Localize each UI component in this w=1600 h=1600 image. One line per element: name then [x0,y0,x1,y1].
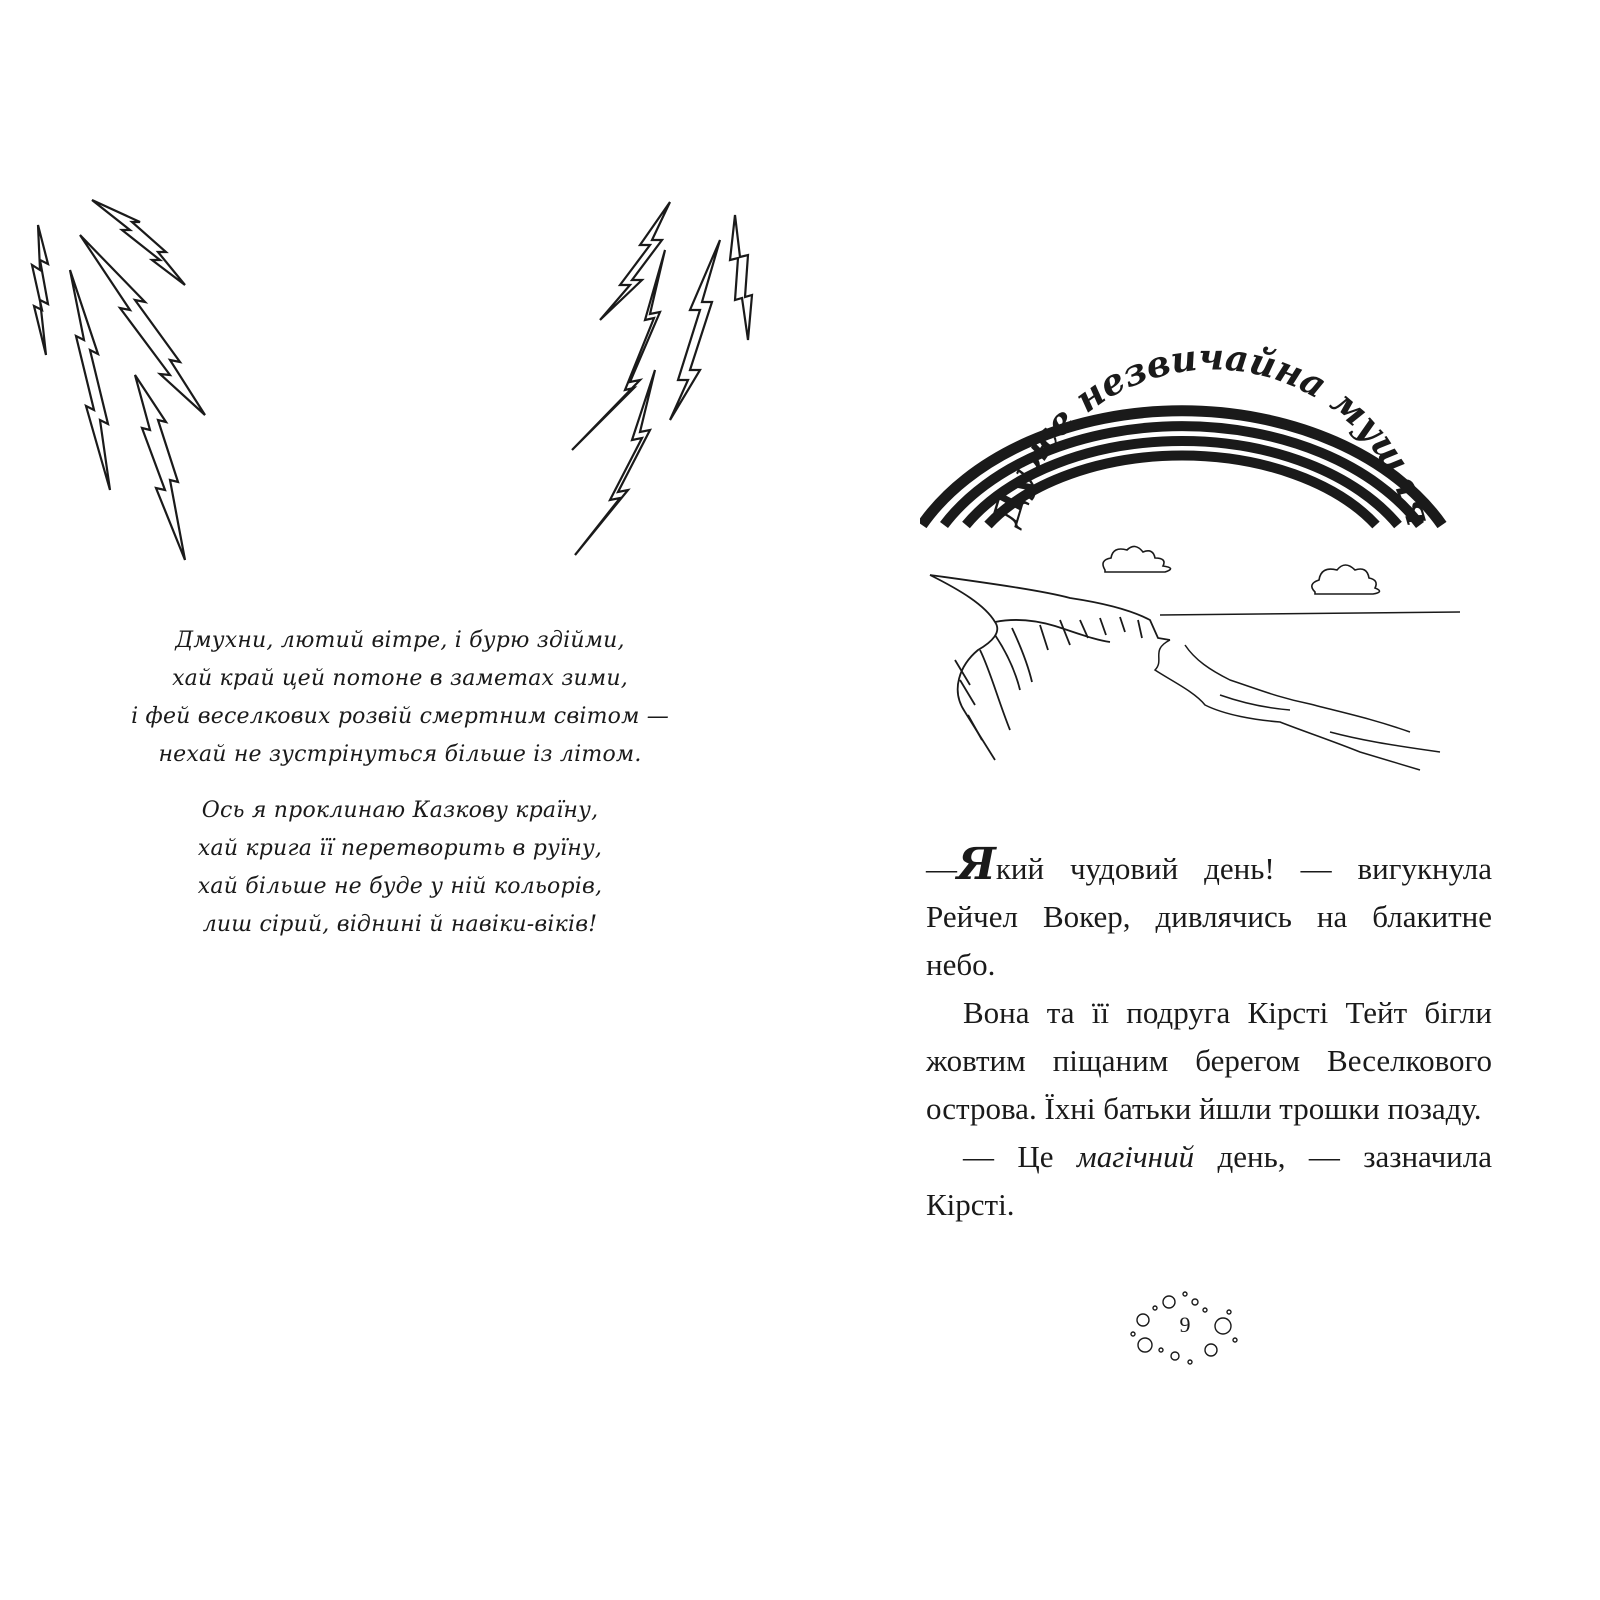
shoreline-waves [1155,640,1440,770]
poem-line: Ось я проклинаю Казкову країну, [201,798,599,823]
horizon-line [1160,612,1460,615]
lightning-bolts-left-icon [20,190,220,580]
rainbow-beach-illustration [920,320,1500,800]
poem-line: лиш сірий, віднині й навіки-віків! [202,912,598,937]
em-dash: — [926,851,957,886]
page-number: 9 [1179,1312,1191,1337]
drop-cap: Я [957,839,996,890]
cloud-icon [1103,546,1171,572]
lightning-bolts-right-icon [570,200,780,580]
paragraph-text: — Це [963,1139,1077,1174]
poem-line: нехай не зустрінуться більше із літом. [158,742,642,767]
poem-stanza-2 [90,792,710,944]
paragraph-text: день, — зазначила Кірсті. [926,1139,1492,1222]
cliff-illustration [930,575,1170,760]
poem-line: хай край цей потоне в заметах зими, [172,666,628,691]
poem-line: хай крига її перетворить в руїну, [197,836,603,861]
poem [90,622,710,944]
lightning-bolt-icon [730,215,752,340]
cloud-icon [1312,565,1380,594]
lightning-bolt-icon [32,225,48,355]
right-page [800,0,1600,1600]
lightning-bolt-icon [575,370,655,555]
page-number-ornament [1125,1290,1245,1370]
story-text [926,839,1492,1229]
chapter-title: Дуже незвичайна мушля [984,336,1441,531]
story-paragraph [926,1133,1492,1229]
emphasized-word: магічний [1076,1139,1195,1174]
lightning-bolt-icon [70,270,110,490]
lightning-bolt-icon [670,240,720,420]
poem-line: хай більше не буде у ній кольорів, [197,874,603,899]
story-paragraph [926,989,1492,1133]
paragraph-text: Вона та її подруга Кірсті Тейт бігли жовтим піщаним берегом Веселкового острова. Їхні батьки йшли трошки позаду. [926,995,1492,1126]
lightning-bolt-icon [600,202,670,320]
lightning-bolt-icon [572,250,665,450]
lightning-bolt-icon [135,375,185,560]
poem-line: Дмухни, лютий вітре, і бурю здійми, [175,628,625,653]
story-paragraph [926,839,1492,989]
poem-stanza-1 [90,622,710,774]
paragraph-text: кий чудовий день! — вигукнула Рейчел Вокер, дивлячись на блакитне небо. [926,851,1492,982]
poem-line: і фей веселкових розвій смертним світом — [131,704,669,729]
